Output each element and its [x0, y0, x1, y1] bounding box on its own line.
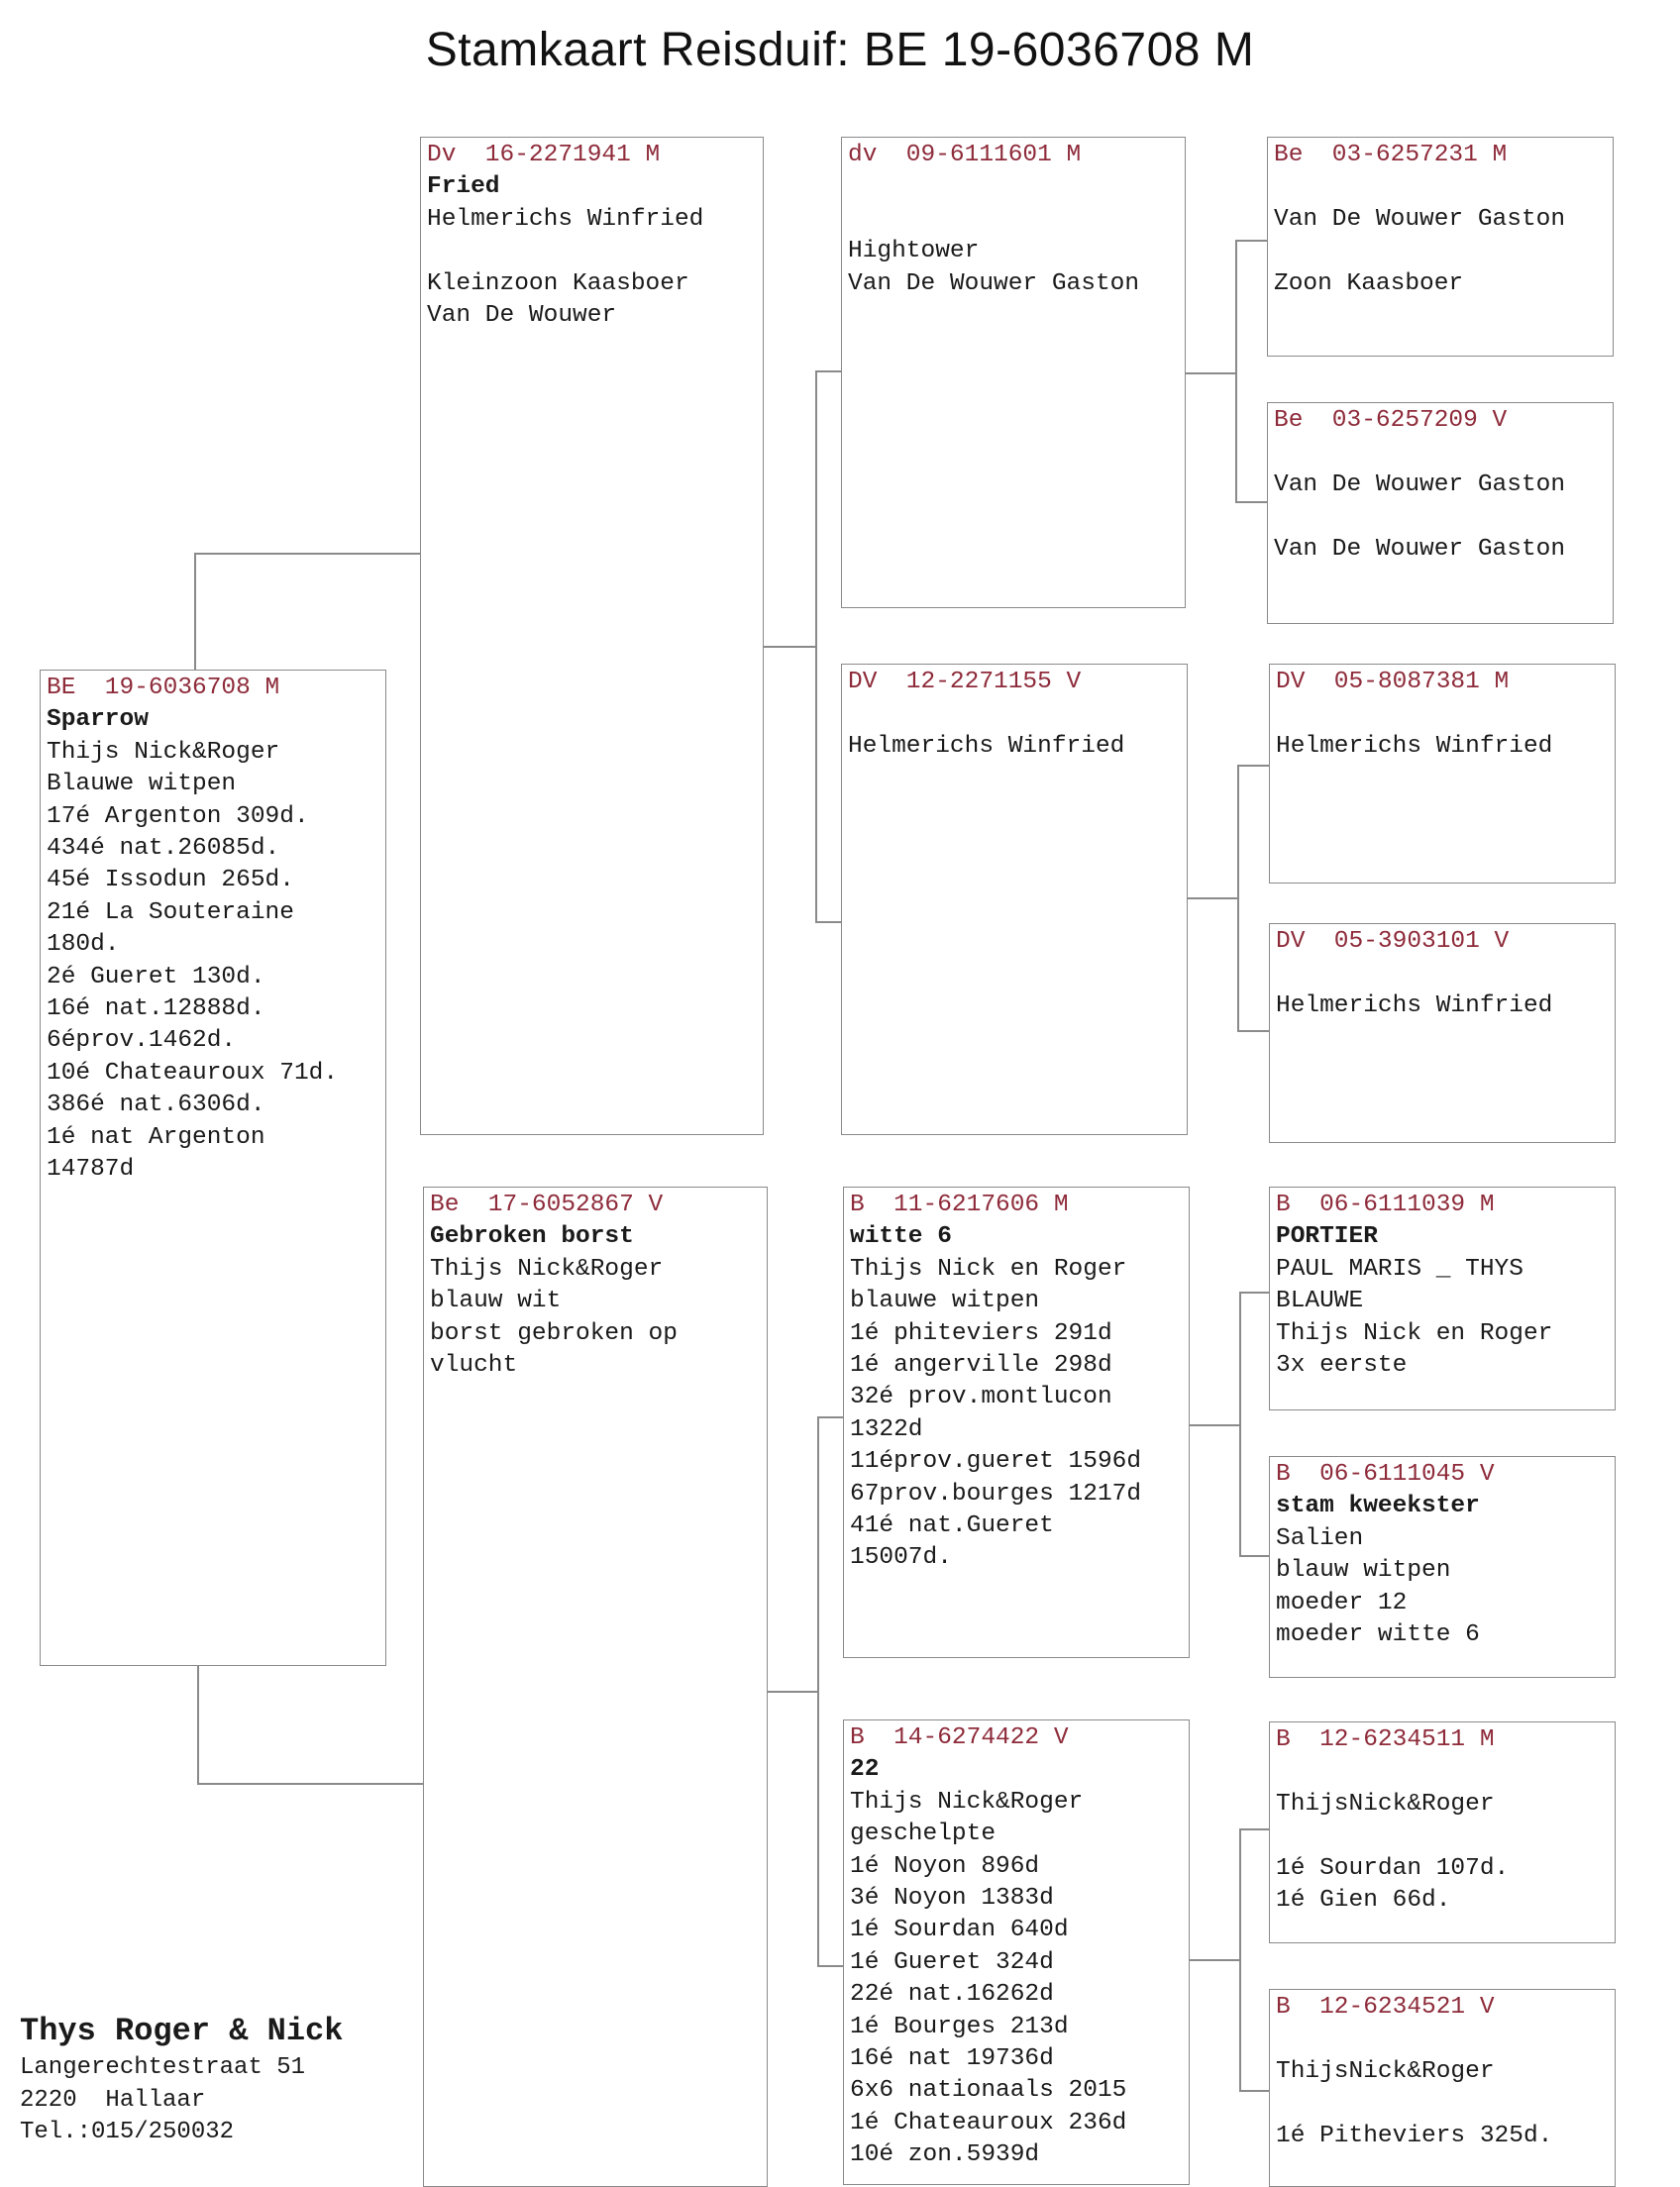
ring-number: B 12-6234521 V [1276, 1994, 1495, 2021]
pigeon-card-fmm [1269, 923, 1616, 1143]
connector [1235, 240, 1267, 242]
info-line: 45é Issodun 265d. [47, 867, 294, 894]
info-line [848, 171, 1179, 203]
ring-number: Dv 16-2271941 M [427, 142, 661, 168]
connector [1235, 240, 1237, 501]
page-title: Stamkaart Reisduif: BE 19-6036708 M [425, 24, 1255, 76]
pigeon-card-ff [841, 137, 1186, 608]
connector [815, 370, 817, 921]
ring-number: DV 05-8087381 M [1276, 669, 1510, 695]
pigeon-card-fmf [1269, 664, 1616, 884]
info-line: Van De Wouwer Gaston [1274, 470, 1566, 498]
connector [1188, 897, 1237, 899]
info-line: Zoon Kaasboer [1274, 269, 1464, 297]
info-line: 1é Gueret 324d [850, 1948, 1054, 1976]
connector [1239, 1292, 1269, 1294]
owner-name: Thys Roger & Nick [20, 2013, 344, 2049]
info-line: ThijsNick&Roger [1276, 2057, 1495, 2085]
info-line: 1é Bourges 213d [850, 2013, 1069, 2040]
info-line [848, 204, 1179, 236]
info-line: Thijs Nick&Roger [47, 738, 280, 766]
connector [1237, 765, 1269, 767]
info-line: 1é nat Argenton [47, 1123, 265, 1151]
info-line: Blauwe witpen [47, 771, 237, 798]
info-line: 67prov.bourges 1217d [850, 1480, 1142, 1508]
pigeon-card-mff [1269, 1187, 1616, 1410]
info-line [1276, 958, 1609, 989]
info-line: 15007d. [850, 1544, 952, 1572]
info-line: 21é La Souteraine [47, 898, 294, 926]
ring-number: dv 09-6111601 M [848, 142, 1082, 168]
info-line [848, 698, 1181, 730]
info-line: Hightower [848, 238, 980, 265]
info-line: moeder 12 [1276, 1589, 1408, 1616]
info-line [1276, 2088, 1609, 2120]
pigeon-card-mf [843, 1187, 1190, 1658]
info-line: 3é Noyon 1383d [850, 1885, 1054, 1913]
info-line [1276, 1756, 1609, 1788]
info-line: BLAUWE [1276, 1288, 1364, 1315]
info-line: 6éprov.1462d. [47, 1027, 237, 1055]
info-line: Salien [1276, 1524, 1364, 1552]
connector [1239, 2090, 1269, 2092]
info-line: PAUL MARIS _ THYS [1276, 1255, 1523, 1283]
info-line: 10é Chateauroux 71d. [47, 1059, 339, 1087]
info-line [1276, 1821, 1609, 1852]
connector [815, 921, 841, 923]
pigeon-card-mmf [1269, 1721, 1616, 1943]
info-line: 1é Chateauroux 236d [850, 2109, 1127, 2136]
owner-phone: Tel.:015/250032 [20, 2119, 235, 2145]
connector [817, 1965, 843, 1967]
info-line: 1é Gien 66d. [1276, 1887, 1451, 1914]
pigeon-name: PORTIER [1276, 1223, 1378, 1251]
pigeon-card-fm [841, 664, 1188, 1135]
info-line: Van De Wouwer [427, 302, 617, 330]
info-line: 1é Noyon 896d [850, 1852, 1040, 1880]
info-line: 11éprov.gueret 1596d [850, 1448, 1142, 1476]
info-line [1274, 501, 1607, 533]
pigeon-card-subject [40, 670, 386, 1666]
connector [764, 646, 815, 648]
info-line: Helmerichs Winfried [427, 205, 704, 233]
connector [1186, 372, 1235, 374]
info-line [1274, 171, 1607, 203]
info-line: 1é Sourdan 640d [850, 1917, 1069, 1944]
ring-number: Be 03-6257209 V [1274, 407, 1508, 434]
connector [197, 1783, 423, 1785]
info-line: Van De Wouwer Gaston [1274, 205, 1566, 233]
connector [1239, 1292, 1241, 1555]
info-line: 1322d [850, 1415, 923, 1443]
ring-number: B 06-6111039 M [1276, 1192, 1495, 1218]
info-line [427, 236, 757, 267]
connector [768, 1691, 817, 1693]
info-line: 16é nat.12888d. [47, 995, 265, 1023]
ring-number: DV 12-2271155 V [848, 669, 1082, 695]
pigeon-card-mmm [1269, 1989, 1616, 2187]
pigeon-card-ffm [1267, 402, 1614, 624]
connector [194, 553, 196, 670]
info-line: 22é nat.16262d [850, 1981, 1054, 2009]
owner-city: 2220 Hallaar [20, 2086, 206, 2114]
info-line: 180d. [47, 931, 120, 959]
info-line: 2é Gueret 130d. [47, 963, 265, 990]
info-line: Thijs Nick&Roger [850, 1788, 1084, 1816]
info-line: 14787d [47, 1156, 135, 1184]
connector [817, 1416, 819, 1965]
info-line: ThijsNick&Roger [1276, 1790, 1495, 1818]
info-line: 32é prov.montlucon [850, 1384, 1112, 1411]
info-line: 1é Sourdan 107d. [1276, 1854, 1510, 1882]
info-line: 10é zon.5939d [850, 2141, 1040, 2169]
ring-number: DV 05-3903101 V [1276, 928, 1510, 955]
info-line: Thijs Nick en Roger [850, 1255, 1127, 1283]
info-line: blauwe witpen [850, 1288, 1040, 1315]
info-line: Helmerichs Winfried [1276, 732, 1553, 760]
connector [1239, 1828, 1241, 2090]
info-line: 434é nat.26085d. [47, 835, 280, 863]
connector [1239, 1828, 1269, 1830]
ring-number: B 14-6274422 V [850, 1724, 1069, 1751]
info-line: 1é phiteviers 291d [850, 1319, 1112, 1347]
ring-number: BE 19-6036708 M [47, 675, 280, 701]
pigeon-name: witte 6 [850, 1223, 952, 1251]
pigeon-name: 22 [850, 1756, 880, 1784]
info-line: Thijs Nick en Roger [1276, 1319, 1553, 1347]
info-line: 1é Pitheviers 325d. [1276, 2122, 1553, 2149]
connector [1190, 1959, 1239, 1961]
info-line: 1é angerville 298d [850, 1352, 1112, 1380]
info-line: Helmerichs Winfried [1276, 991, 1553, 1019]
pigeon-name: Fried [427, 173, 500, 201]
ring-number: Be 17-6052867 V [430, 1192, 664, 1218]
connector [1237, 765, 1239, 1030]
ring-number: Be 03-6257231 M [1274, 142, 1508, 168]
connector [1235, 501, 1267, 503]
pigeon-card-mm [843, 1719, 1190, 2185]
owner-address: Langerechtestraat 51 [20, 2054, 306, 2081]
info-line: geschelpte [850, 1821, 997, 1848]
owner-info [20, 2011, 343, 2149]
info-line: 6x6 nationaals 2015 [850, 2077, 1127, 2105]
info-line [1274, 437, 1607, 469]
info-line [1276, 698, 1609, 730]
info-line: borst gebroken op [430, 1319, 678, 1347]
info-line: blauw witpen [1276, 1557, 1451, 1585]
pigeon-name: stam kweekster [1276, 1493, 1480, 1520]
pigeon-card-fff [1267, 137, 1614, 357]
ring-number: B 11-6217606 M [850, 1192, 1069, 1218]
info-line [1274, 236, 1607, 267]
connector [815, 370, 841, 372]
info-line: blauw wit [430, 1288, 562, 1315]
info-line: moeder witte 6 [1276, 1621, 1480, 1649]
pigeon-card-father [420, 137, 764, 1135]
pigeon-card-mother [423, 1187, 768, 2187]
pigeon-name: Sparrow [47, 706, 149, 734]
connector [1239, 1555, 1269, 1557]
info-line: 16é nat 19736d [850, 2045, 1054, 2073]
info-line: 386é nat.6306d. [47, 1092, 265, 1119]
info-line: Thijs Nick&Roger [430, 1255, 664, 1283]
info-line: 41é nat.Gueret [850, 1512, 1054, 1540]
info-line: vlucht [430, 1352, 518, 1380]
info-line: 17é Argenton 309d. [47, 802, 309, 830]
info-line: Helmerichs Winfried [848, 732, 1125, 760]
info-line: Van De Wouwer Gaston [848, 269, 1140, 297]
ring-number: B 06-6111045 V [1276, 1461, 1495, 1488]
info-line [1276, 2024, 1609, 2055]
info-line: Van De Wouwer Gaston [1274, 535, 1566, 563]
connector [817, 1416, 843, 1418]
connector [197, 1666, 199, 1783]
connector [194, 553, 420, 555]
connector [1237, 1030, 1269, 1032]
info-line: 3x eerste [1276, 1352, 1408, 1380]
pigeon-name: Gebroken borst [430, 1223, 634, 1251]
ring-number: B 12-6234511 M [1276, 1726, 1495, 1753]
connector [1190, 1424, 1239, 1426]
pigeon-card-mfm [1269, 1456, 1616, 1678]
info-line: Kleinzoon Kaasboer [427, 269, 689, 297]
